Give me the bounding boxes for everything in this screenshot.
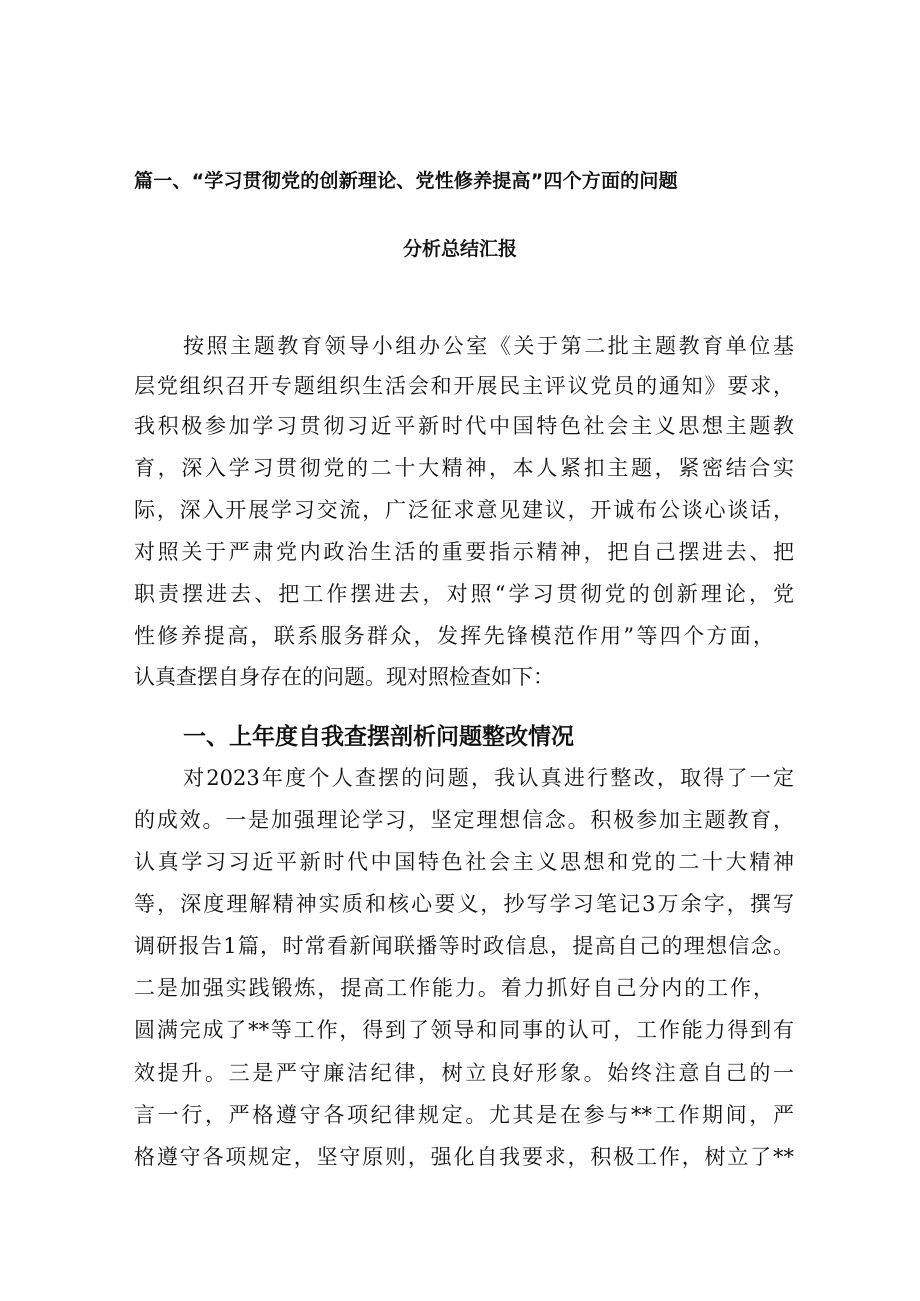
paragraph-line: 际，深入开展学习交流，广泛征求意见建议，开诚布公谈心谈话， [134, 498, 794, 522]
paragraph-line: 认真学习习近平新时代中国特色社会主义思想和党的二十大精神 [134, 850, 794, 874]
paragraph-line: 效提升。三是严守廉洁纪律，树立良好形象。始终注意自己的一 [134, 1061, 794, 1085]
section-heading: 一、上年度自我查摆剖析问题整改情况 [183, 724, 574, 750]
paragraph-line: 按照主题教育领导小组办公室《关于第二批主题教育单位基 [183, 334, 794, 358]
paragraph-line: 职责摆进去、把工作摆进去，对照“学习贯彻党的创新理论，党 [134, 582, 794, 606]
paragraph-line: 对照关于严肃党内政治生活的重要指示精神，把自己摆进去、把 [134, 540, 794, 564]
paragraph-line: 格遵守各项规定，坚守原则，强化自我要求，积极工作，树立了** [134, 1145, 794, 1169]
paragraph-line: 二是加强实践锻炼，提高工作能力。着力抓好自己分内的工作， [134, 976, 774, 1000]
paragraph-line: 性修养提高，联系服务群众，发挥先锋模范作用”等四个方面， [134, 624, 774, 648]
paragraph-line: 我积极参加学习贯彻习近平新时代中国特色社会主义思想主题教 [134, 414, 794, 438]
paragraph-line: 调研报告1篇，时常看新闻联播等时政信息，提高自己的理想信念。 [134, 934, 794, 958]
document-title-line-1: 篇一、“学习贯彻党的创新理论、党性修养提高”四个方面的问题 [134, 170, 678, 192]
paragraph-line: 等，深度理解精神实质和核心要义，抄写学习笔记3万余字，撰写 [134, 892, 794, 916]
paragraph-line: 的成效。一是加强理论学习，坚定理想信念。积极参加主题教育， [134, 808, 794, 832]
document-title-line-2: 分析总结汇报 [402, 238, 517, 260]
paragraph-line: 对2023年度个人查摆的问题，我认真进行整改，取得了一定 [183, 766, 794, 790]
paragraph-line: 认真查摆自身存在的问题。现对照检查如下： [134, 665, 554, 689]
paragraph-line: 层党组织召开专题组织生活会和开展民主评议党员的通知》要求， [134, 374, 794, 398]
paragraph-line: 育，深入学习贯彻党的二十大精神，本人紧扣主题，紧密结合实 [134, 456, 794, 480]
paragraph-line: 言一行，严格遵守各项纪律规定。尤其是在参与**工作期间，严 [134, 1103, 794, 1127]
paragraph-line: 圆满完成了**等工作，得到了领导和同事的认可，工作能力得到有 [134, 1018, 794, 1042]
